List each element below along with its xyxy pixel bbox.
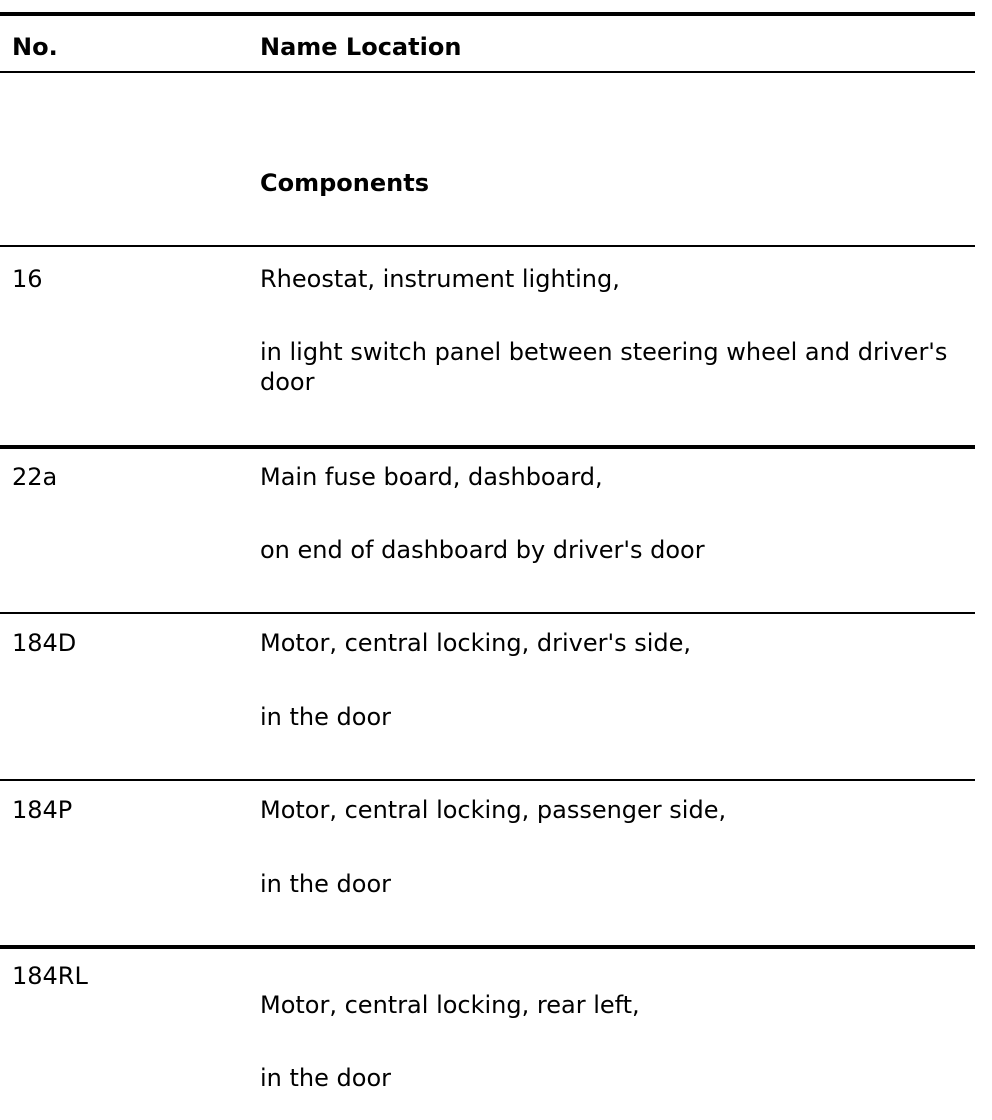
- row-rule: [0, 445, 975, 449]
- row-name: Main fuse board, dashboard,: [260, 463, 603, 491]
- row-rule: [0, 945, 975, 949]
- row-name: Motor, central locking, driver's side,: [260, 629, 692, 657]
- row-name: Rheostat, instrument lighting,: [260, 265, 620, 293]
- table-top-rule: [0, 12, 975, 16]
- row-rule: [0, 779, 975, 781]
- row-no: 184P: [12, 796, 73, 824]
- row-rule: [0, 612, 975, 614]
- row-no: 22a: [12, 463, 58, 491]
- header-name-location: Name Location: [260, 33, 462, 61]
- section-title: Components: [260, 169, 429, 197]
- row-no: 184D: [12, 629, 77, 657]
- row-location: on end of dashboard by driver's door: [260, 536, 705, 564]
- header-no: No.: [12, 33, 58, 61]
- row-location: in the door: [260, 703, 391, 731]
- row-no: 16: [12, 265, 43, 293]
- row-location: in the door: [260, 1064, 391, 1092]
- row-location: in light switch panel between steering wheel and driver's door: [260, 338, 948, 396]
- row-location: in the door: [260, 870, 391, 898]
- row-name: Motor, central locking, rear left,: [260, 991, 640, 1019]
- row-no: 184RL: [12, 962, 88, 990]
- row-name: Motor, central locking, passenger side,: [260, 796, 727, 824]
- header-rule: [0, 71, 975, 73]
- section-rule: [0, 245, 975, 247]
